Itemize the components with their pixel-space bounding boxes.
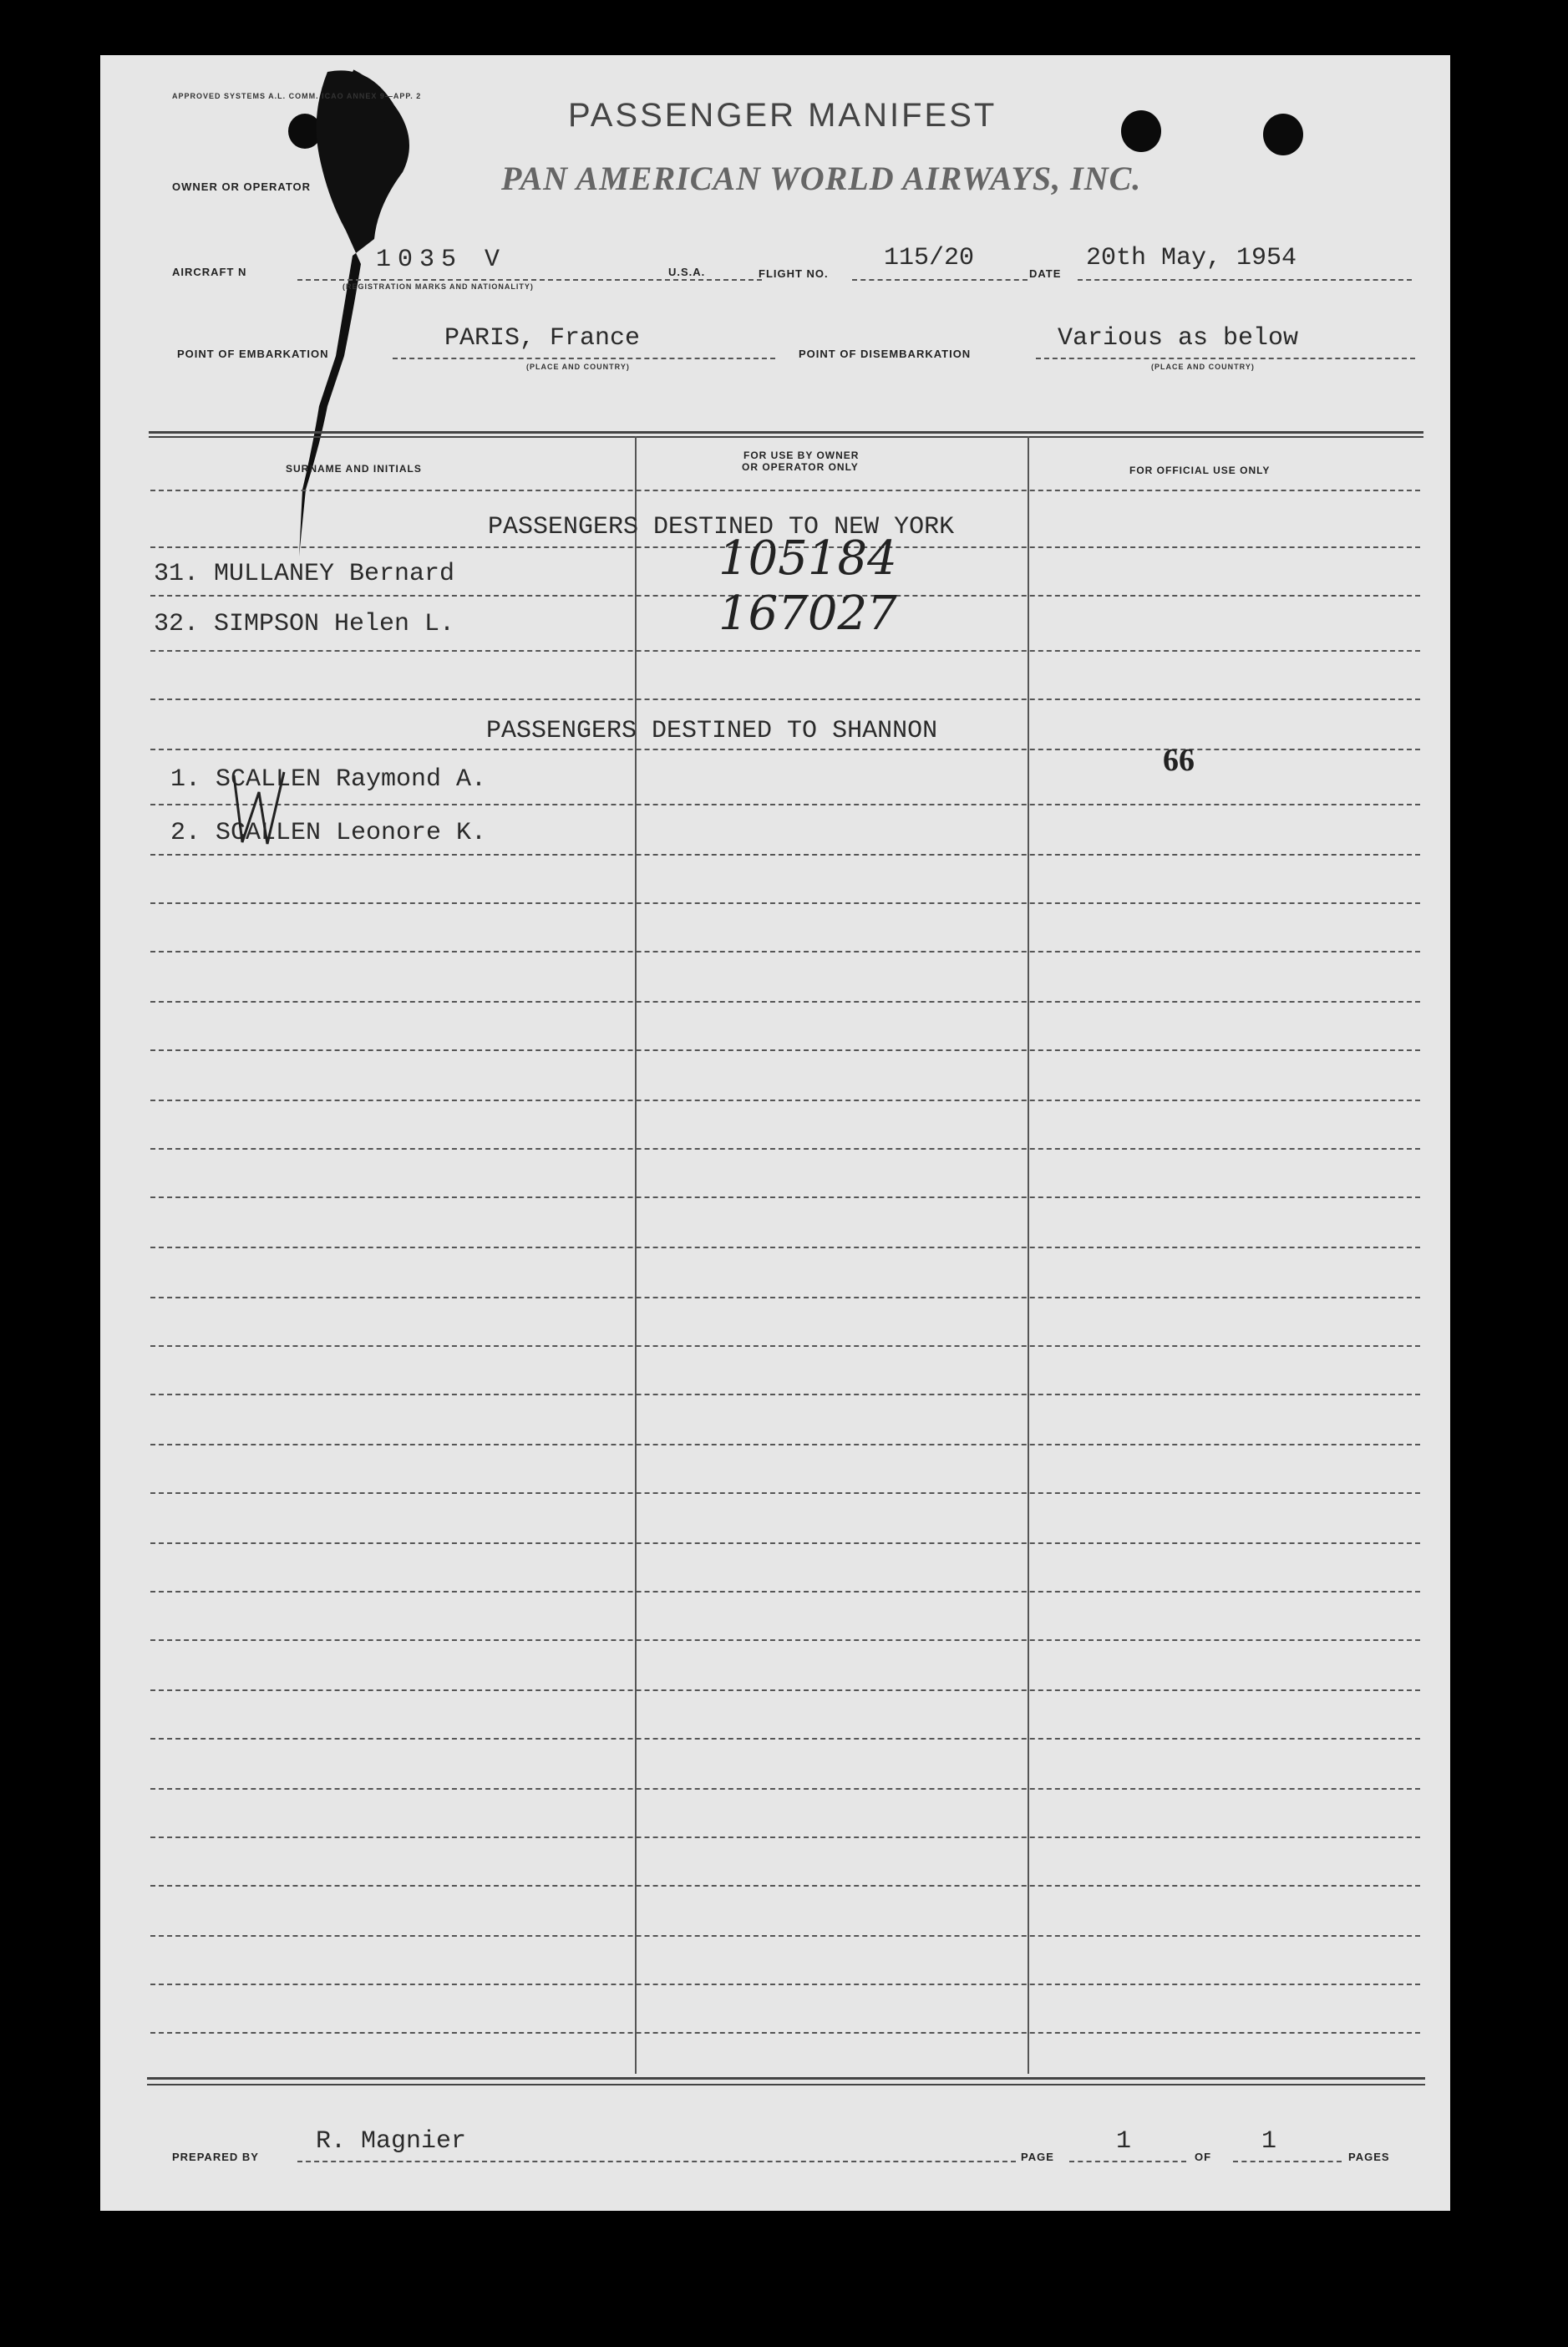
page-value: 1 (1116, 2127, 1132, 2156)
aircraft-value: 1035 V (376, 246, 507, 274)
punch-hole (1263, 114, 1303, 155)
usa-label: U.S.A. (668, 266, 706, 278)
prepared-by-label: PREPARED BY (172, 2151, 259, 2163)
owner-column-header-line1: FOR USE BY OWNER (743, 450, 860, 461)
passenger-entry: 2. SCALLEN Leonore K. (170, 819, 487, 847)
airline-name: PAN AMERICAN WORLD AIRWAYS, INC. (501, 160, 1142, 197)
passenger-entry: 32. SIMPSON Helen L. (154, 610, 455, 638)
handwritten-ticket-number: 105184 (718, 531, 897, 586)
tear-mark (294, 55, 611, 1058)
group-heading-shannon: PASSENGERS DESTINED TO SHANNON (486, 717, 938, 745)
group-heading-new-york: PASSENGERS DESTINED TO NEW YORK (488, 513, 955, 541)
aircraft-label: AIRCRAFT N (172, 266, 247, 278)
disembarkation-sublabel: (PLACE AND COUNTRY) (1151, 363, 1255, 371)
official-column-header: FOR OFFICIAL USE ONLY (1129, 465, 1271, 476)
flight-value: 115/20 (884, 244, 975, 272)
official-stamp-number: 66 (1163, 743, 1195, 778)
flight-label: FLIGHT NO. (759, 267, 829, 280)
punch-hole (1121, 110, 1161, 152)
handwritten-ticket-number: 167027 (718, 587, 897, 641)
embarkation-label: POINT OF EMBARKATION (177, 348, 329, 360)
page-title: PASSENGER MANIFEST (568, 97, 997, 134)
prepared-by-value: R. Magnier (316, 2127, 467, 2156)
handwritten-check-mark (226, 767, 292, 851)
of-label: OF (1195, 2151, 1212, 2163)
embarkation-sublabel: (PLACE AND COUNTRY) (526, 363, 630, 371)
embarkation-value: PARIS, France (444, 324, 641, 353)
aircraft-sublabel: (REGISTRATION MARKS AND NATIONALITY) (343, 282, 534, 291)
disembarkation-value: Various as below (1058, 324, 1299, 353)
surname-column-header: SURNAME AND INITIALS (286, 463, 422, 475)
date-label: DATE (1029, 267, 1062, 280)
date-value: 20th May, 1954 (1086, 244, 1297, 272)
disembarkation-label: POINT OF DISEMBARKATION (799, 348, 972, 360)
form-reference: APPROVED SYSTEMS A.L. COMM. ICAO ANNEX 9—APP. 2 (172, 92, 422, 100)
page-label: PAGE (1021, 2151, 1054, 2163)
manifest-sheet (100, 55, 1450, 2211)
of-value: 1 (1261, 2127, 1277, 2156)
owner-column-header-line2: OR OPERATOR ONLY (742, 461, 859, 473)
pages-label: PAGES (1348, 2151, 1390, 2163)
passenger-entry: 1. SCALLEN Raymond A. (170, 765, 487, 794)
passenger-entry: 31. MULLANEY Bernard (154, 560, 455, 588)
owner-operator-label: OWNER OR OPERATOR (172, 180, 312, 193)
